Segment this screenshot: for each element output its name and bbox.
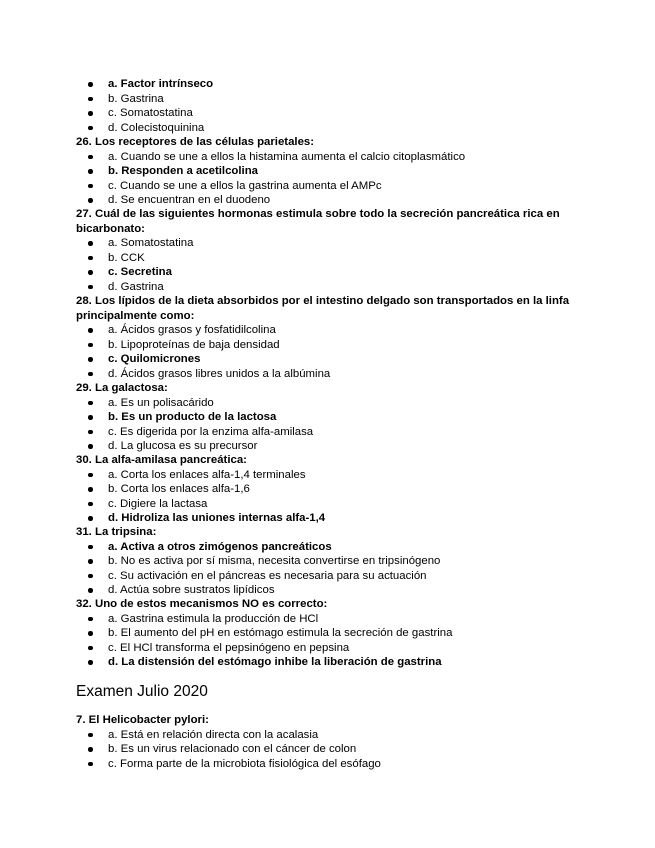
bullet-icon bbox=[88, 646, 93, 651]
answer-text: b. CCK bbox=[108, 251, 145, 264]
bullet-icon bbox=[88, 415, 93, 420]
correct-answer-option bbox=[0, 655, 655, 670]
answer-text: c. Digiere la lactasa bbox=[108, 497, 208, 510]
answer-option bbox=[0, 280, 655, 295]
answer-option bbox=[0, 728, 655, 743]
bullet-icon bbox=[88, 169, 93, 174]
bullet-icon bbox=[88, 747, 93, 752]
answer-option bbox=[0, 482, 655, 497]
bullet-icon bbox=[88, 270, 93, 275]
answer-text: d. Ácidos grasos libres unidos a la albúmina bbox=[108, 367, 331, 380]
correct-answer-option bbox=[0, 265, 655, 280]
bullet-icon bbox=[88, 155, 93, 160]
bullet-icon bbox=[88, 82, 93, 87]
answer-text: a. Corta los enlaces alfa-1,4 terminales bbox=[108, 468, 306, 481]
answer-text: d. Colecistoquinina bbox=[108, 121, 205, 134]
bullet-icon bbox=[88, 631, 93, 636]
answer-text: c. Secretina bbox=[108, 266, 172, 278]
answer-text: b. Lipoproteínas de baja densidad bbox=[108, 338, 280, 351]
bullet-icon bbox=[88, 372, 93, 377]
answer-text: c. Quilomicrones bbox=[108, 353, 201, 365]
answer-text: c. Cuando se une a ellos la gastrina aumenta el AMPc bbox=[108, 179, 382, 192]
bullet-icon bbox=[88, 733, 93, 738]
correct-answer-option bbox=[0, 540, 655, 555]
correct-answer-option bbox=[0, 352, 655, 367]
bullet-icon bbox=[88, 111, 93, 116]
question-block bbox=[0, 713, 655, 771]
bullet-icon bbox=[88, 444, 93, 449]
bullet-icon bbox=[88, 516, 93, 521]
question-text: 7. El Helicobacter pylori: bbox=[76, 714, 209, 726]
answer-option bbox=[0, 179, 655, 194]
answer-text: c. Forma parte de la microbiota fisiológica del esófago bbox=[108, 757, 381, 770]
section-title: Examen Julio 2020 bbox=[76, 683, 208, 700]
answer-option bbox=[0, 236, 655, 251]
answer-option bbox=[0, 92, 655, 107]
question-text: 29. La galactosa: bbox=[76, 382, 168, 394]
answer-text: d. La distensión del estómago inhibe la liberación de gastrina bbox=[108, 656, 442, 668]
question-block bbox=[0, 294, 655, 381]
answer-option bbox=[0, 497, 655, 512]
options-list bbox=[0, 540, 655, 598]
answer-text: d. Actúa sobre sustratos lipídicos bbox=[108, 584, 275, 596]
bullet-icon bbox=[88, 184, 93, 189]
options-list bbox=[0, 150, 655, 208]
answer-option bbox=[0, 439, 655, 454]
question-block bbox=[0, 77, 655, 135]
options-list bbox=[0, 323, 655, 381]
question-block bbox=[0, 597, 655, 670]
answer-text: c. El HCl transforma el pepsinógeno en pepsina bbox=[108, 641, 350, 654]
answer-text: b. El aumento del pH en estómago estimula la secreción de gastrina bbox=[108, 627, 453, 639]
answer-option bbox=[0, 193, 655, 208]
bullet-icon bbox=[88, 97, 93, 102]
answer-option bbox=[0, 554, 655, 569]
answer-option bbox=[0, 106, 655, 121]
answer-option bbox=[0, 612, 655, 627]
answer-option bbox=[0, 569, 655, 584]
options-list bbox=[0, 396, 655, 454]
answer-text: b. Responden a acetilcolina bbox=[108, 165, 259, 177]
question-text: 32. Uno de estos mecanismos NO es correcto: bbox=[76, 598, 328, 610]
answer-option bbox=[0, 121, 655, 136]
answer-text: a. Factor intrínseco bbox=[108, 78, 214, 90]
answer-text: b. Es un virus relacionado con el cáncer de colon bbox=[108, 743, 357, 755]
answer-option bbox=[0, 251, 655, 266]
options-list bbox=[0, 236, 655, 294]
bullet-icon bbox=[88, 574, 93, 579]
answer-text: a. Gastrina estimula la producción de HCl bbox=[108, 612, 319, 625]
answer-text: d. La glucosa es su precursor bbox=[108, 440, 258, 452]
answer-text: a. Está en relación directa con la acalasia bbox=[108, 728, 319, 741]
correct-answer-option bbox=[0, 77, 655, 92]
answer-text: a. Ácidos grasos y fosfatidilcolina bbox=[108, 324, 276, 336]
answer-text: a. Activa a otros zimógenos pancreáticos bbox=[108, 540, 332, 553]
answer-option bbox=[0, 150, 655, 165]
answer-text: d. Gastrina bbox=[108, 280, 164, 293]
options-list bbox=[0, 728, 655, 772]
bullet-icon bbox=[88, 588, 93, 593]
bullet-icon bbox=[88, 762, 93, 767]
bullet-icon bbox=[88, 559, 93, 564]
answer-option bbox=[0, 742, 655, 757]
bullet-icon bbox=[88, 198, 93, 203]
answer-text: c. Es digerida por la enzima alfa-amilasa bbox=[108, 425, 314, 438]
answer-text: b. No es activa por sí misma, necesita convertirse en tripsinógeno bbox=[108, 555, 441, 567]
question-text: 28. Los lípidos de la dieta absorbidos por el intestino delgado son transportados en la linfa principalmente como: bbox=[76, 295, 570, 322]
question-block bbox=[0, 381, 655, 454]
answer-text: b. Gastrina bbox=[108, 92, 164, 105]
bullet-icon bbox=[88, 617, 93, 622]
options-list bbox=[0, 77, 655, 135]
bullet-icon bbox=[88, 126, 93, 131]
question-block bbox=[0, 453, 655, 526]
answer-text: d. Se encuentran en el duodeno bbox=[108, 194, 271, 206]
bullet-icon bbox=[88, 401, 93, 406]
bullet-icon bbox=[88, 473, 93, 478]
answer-option bbox=[0, 396, 655, 411]
answer-option bbox=[0, 323, 655, 338]
bullet-icon bbox=[88, 487, 93, 492]
question-block bbox=[0, 135, 655, 208]
answer-option bbox=[0, 641, 655, 656]
bullet-icon bbox=[88, 357, 93, 362]
question-text: 31. La tripsina: bbox=[76, 526, 157, 538]
bullet-icon bbox=[88, 545, 93, 550]
question-block bbox=[0, 525, 655, 598]
bullet-icon bbox=[88, 256, 93, 261]
answer-text: d. Hidroliza las uniones internas alfa-1,4 bbox=[108, 512, 326, 524]
answer-text: b. Corta los enlaces alfa-1,6 bbox=[108, 483, 250, 495]
answer-text: c. Su activación en el páncreas es necesaria para su actuación bbox=[108, 569, 427, 582]
answer-option bbox=[0, 757, 655, 772]
answer-text: c. Somatostatina bbox=[108, 107, 193, 119]
bullet-icon bbox=[88, 430, 93, 435]
answer-option bbox=[0, 425, 655, 440]
bullet-icon bbox=[88, 285, 93, 290]
answer-text: b. Es un producto de la lactosa bbox=[108, 411, 277, 423]
bullet-icon bbox=[88, 328, 93, 333]
bullet-icon bbox=[88, 502, 93, 507]
answer-option bbox=[0, 338, 655, 353]
question-text: 30. La alfa-amilasa pancreática: bbox=[76, 454, 247, 466]
answer-text: a. Es un polisacárido bbox=[108, 396, 214, 409]
correct-answer-option bbox=[0, 410, 655, 425]
bullet-icon bbox=[88, 660, 93, 665]
answer-option bbox=[0, 626, 655, 641]
answer-text: a. Cuando se une a ellos la histamina aumenta el calcio citoplasmático bbox=[108, 150, 466, 163]
bullet-icon bbox=[88, 241, 93, 246]
question-text: 27. Cuál de las siguientes hormonas estimula sobre todo la secreción pancreática rica en bicarbonato: bbox=[76, 208, 560, 235]
correct-answer-option bbox=[0, 511, 655, 526]
options-list bbox=[0, 612, 655, 670]
answer-option bbox=[0, 367, 655, 382]
answer-option bbox=[0, 468, 655, 483]
answer-text: a. Somatostatina bbox=[108, 237, 194, 249]
question-block bbox=[0, 207, 655, 294]
answer-option bbox=[0, 583, 655, 598]
question-text: 26. Los receptores de las células parietales: bbox=[76, 136, 315, 148]
bullet-icon bbox=[88, 343, 93, 348]
correct-answer-option bbox=[0, 164, 655, 179]
options-list bbox=[0, 468, 655, 526]
